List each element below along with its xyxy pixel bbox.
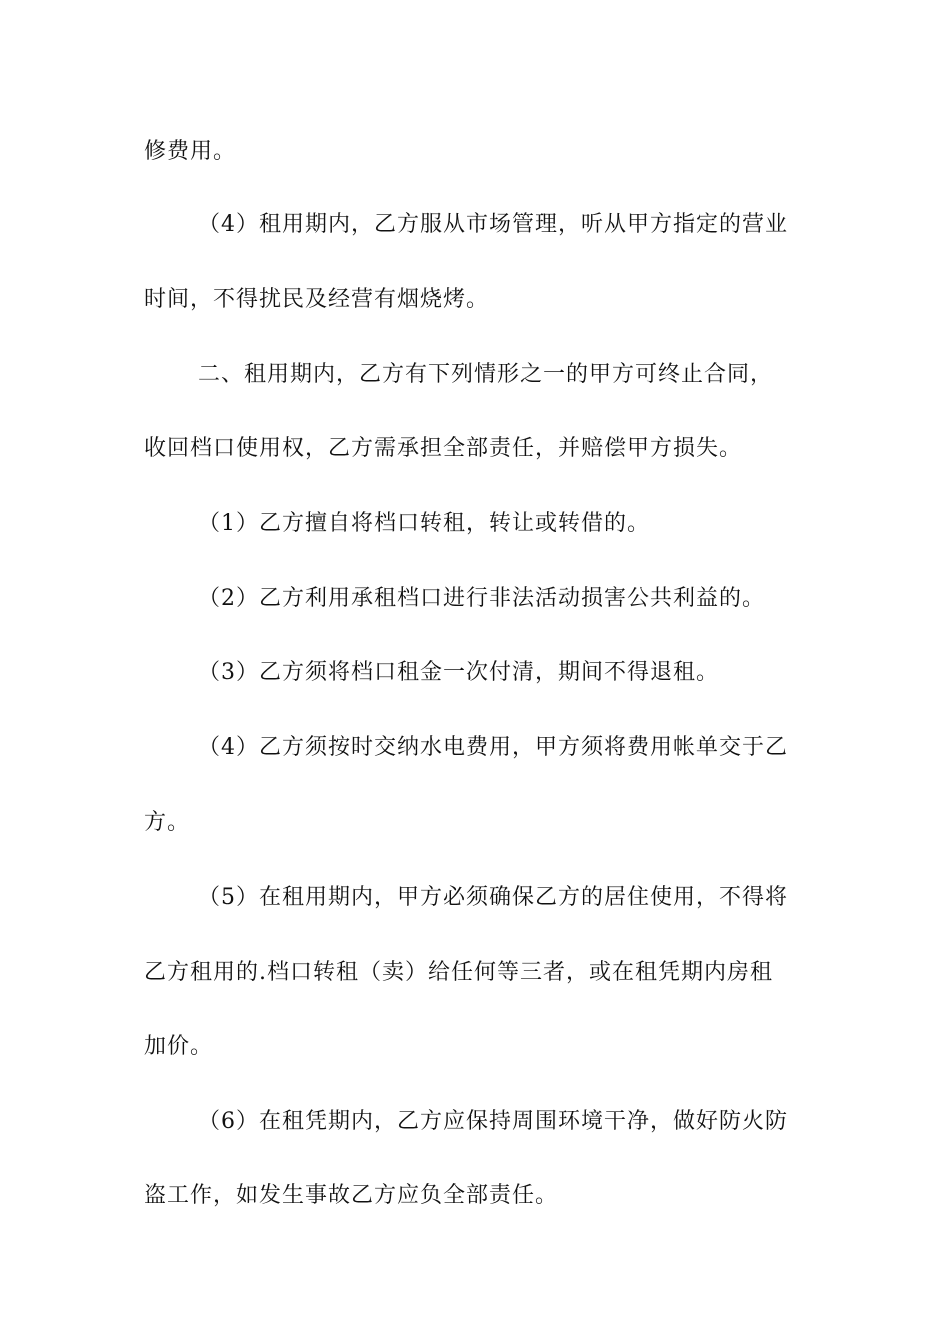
text-line-6: （1）乙方擅自将档口转租，转让或转借的。 [198,511,650,536]
text-line-12: 乙方租用的.档口转租（卖）给任何等三者，或在租凭期内房租 [144,960,773,985]
text-line-10: 方。 [144,810,191,835]
text-line-11: （5）在租用期内，甲方必须确保乙方的居住使用，不得将 [198,885,788,910]
text-line-3: 时间，不得扰民及经营有烟烧烤。 [144,287,490,312]
text-line-15: 盗工作，如发生事故乙方应负全部责任。 [144,1183,559,1208]
text-line-9: （4）乙方须按时交纳水电费用，甲方须将费用帐单交于乙 [198,735,788,760]
text-line-2: （4）租用期内，乙方服从市场管理，听从甲方指定的营业 [198,212,788,237]
text-line-4: 二、租用期内，乙方有下列情形之一的甲方可终止合同， [198,362,774,387]
text-line-13: 加价。 [144,1034,214,1059]
text-line-5: 收回档口使用权，乙方需承担全部责任，并赔偿甲方损失。 [144,436,743,461]
text-line-7: （2）乙方利用承租档口进行非法活动损害公共利益的。 [198,586,765,611]
text-line-14: （6）在租凭期内，乙方应保持周围环境干净，做好防火防 [198,1109,788,1134]
text-line-8: （3）乙方须将档口租金一次付清，期间不得退租。 [198,660,719,685]
text-line-1: 修费用。 [144,139,237,164]
